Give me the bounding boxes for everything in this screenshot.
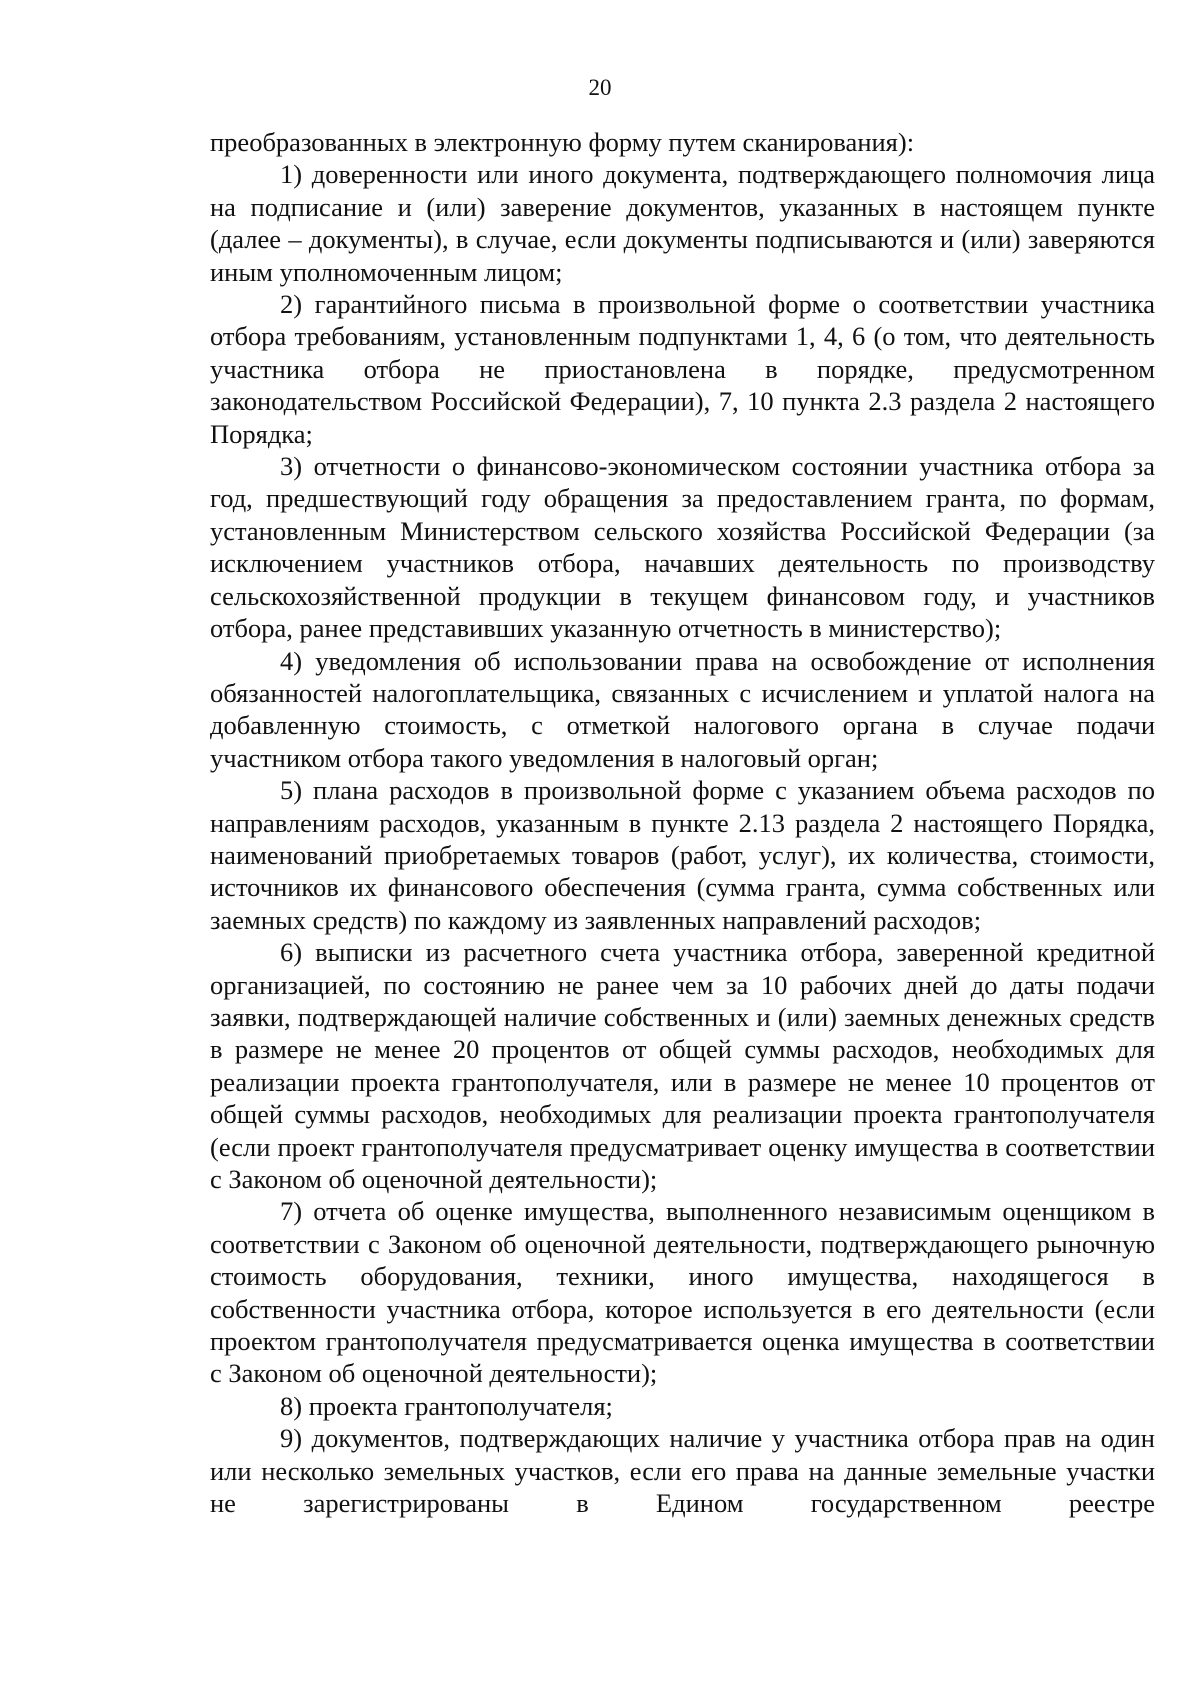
paragraph-item-1: 1) доверенности или иного документа, подтверждающего полномочия лица на подписание и (или) заверение документов, указанных в настоящем пункте (далее – документы), в случае, если документы подписываются и (или) заверяются иным уполномоченным лицом; [210, 159, 1155, 287]
paragraph-item-3: 3) отчетности о финансово-экономическом состоянии участника отбора за год, предшествующий году обращения за предоставлением гранта, по формам, установленным Министерством сельского хозяйства Российской Федерации (за исключением участников отбора, начавших деятельность по производству сельскохозяйственной продукции в текущем финансовом году, и участников отбора, ранее представивших указанную отчетность в министерство); [210, 451, 1155, 644]
page-number: 20 [588, 75, 612, 100]
document-body [210, 126, 1155, 1519]
paragraph-item-9: 9) документов, подтверждающих наличие у участника отбора прав на один или несколько земельных участков, если его права на данные земельные участки не зарегистрированы в Едином государственном реестре [210, 1423, 1155, 1519]
paragraph-intro: преобразованных в электронную форму путем сканирования): [210, 127, 915, 157]
paragraph-item-5: 5) плана расходов в произвольной форме с указанием объема расходов по направлениям расходов, указанным в пункте 2.13 раздела 2 настоящего Порядка, наименований приобретаемых товаров (работ, услуг), их количества, стоимости, источников их финансового обеспечения (сумма гранта, сумма собственных или заемных средств) по каждому из заявленных направлений расходов; [210, 775, 1155, 935]
paragraph-item-6: 6) выписки из расчетного счета участника отбора, заверенной кредитной организацией, по состоянию не ранее чем за 10 рабочих дней до даты подачи заявки, подтверждающей наличие собственных и (или) заемных денежных средств в размере не менее 20 процентов от общей суммы расходов, необходимых для реализации проекта грантополучателя, или в размере не менее 10 процентов от общей суммы расходов, необходимых для реализации проекта грантополучателя (если проект грантополучателя предусматривает оценку имущества в соответствии с Законом об оценочной деятельности); [210, 937, 1155, 1194]
paragraph-item-7: 7) отчета об оценке имущества, выполненного независимым оценщиком в соответствии с Законом об оценочной деятельности, подтверждающего рыночную стоимость оборудования, техники, иного имущества, находящегося в собственности участника отбора, которое используется в его деятельности (если проектом грантополучателя предусматривается оценка имущества в соответствии с Законом об оценочной деятельности); [210, 1196, 1155, 1389]
paragraph-item-8: 8) проекта грантополучателя; [280, 1390, 613, 1421]
paragraph-item-4: 4) уведомления об использовании права на освобождение от исполнения обязанностей налогоплательщика, связанных с исчислением и уплатой налога на добавленную стоимость, с отметкой налогового органа в случае подачи участником отбора такого уведомления в налоговый орган; [210, 645, 1155, 773]
paragraph-item-2: 2) гарантийного письма в произвольной форме о соответствии участника отбора требованиям, установленным подпунктами 1, 4, 6 (о том, что деятельность участника отбора не приостановлена в порядке, предусмотренном законодательством Российской Федерации), 7, 10 пункта 2.3 раздела 2 настоящего Порядка; [210, 289, 1155, 449]
